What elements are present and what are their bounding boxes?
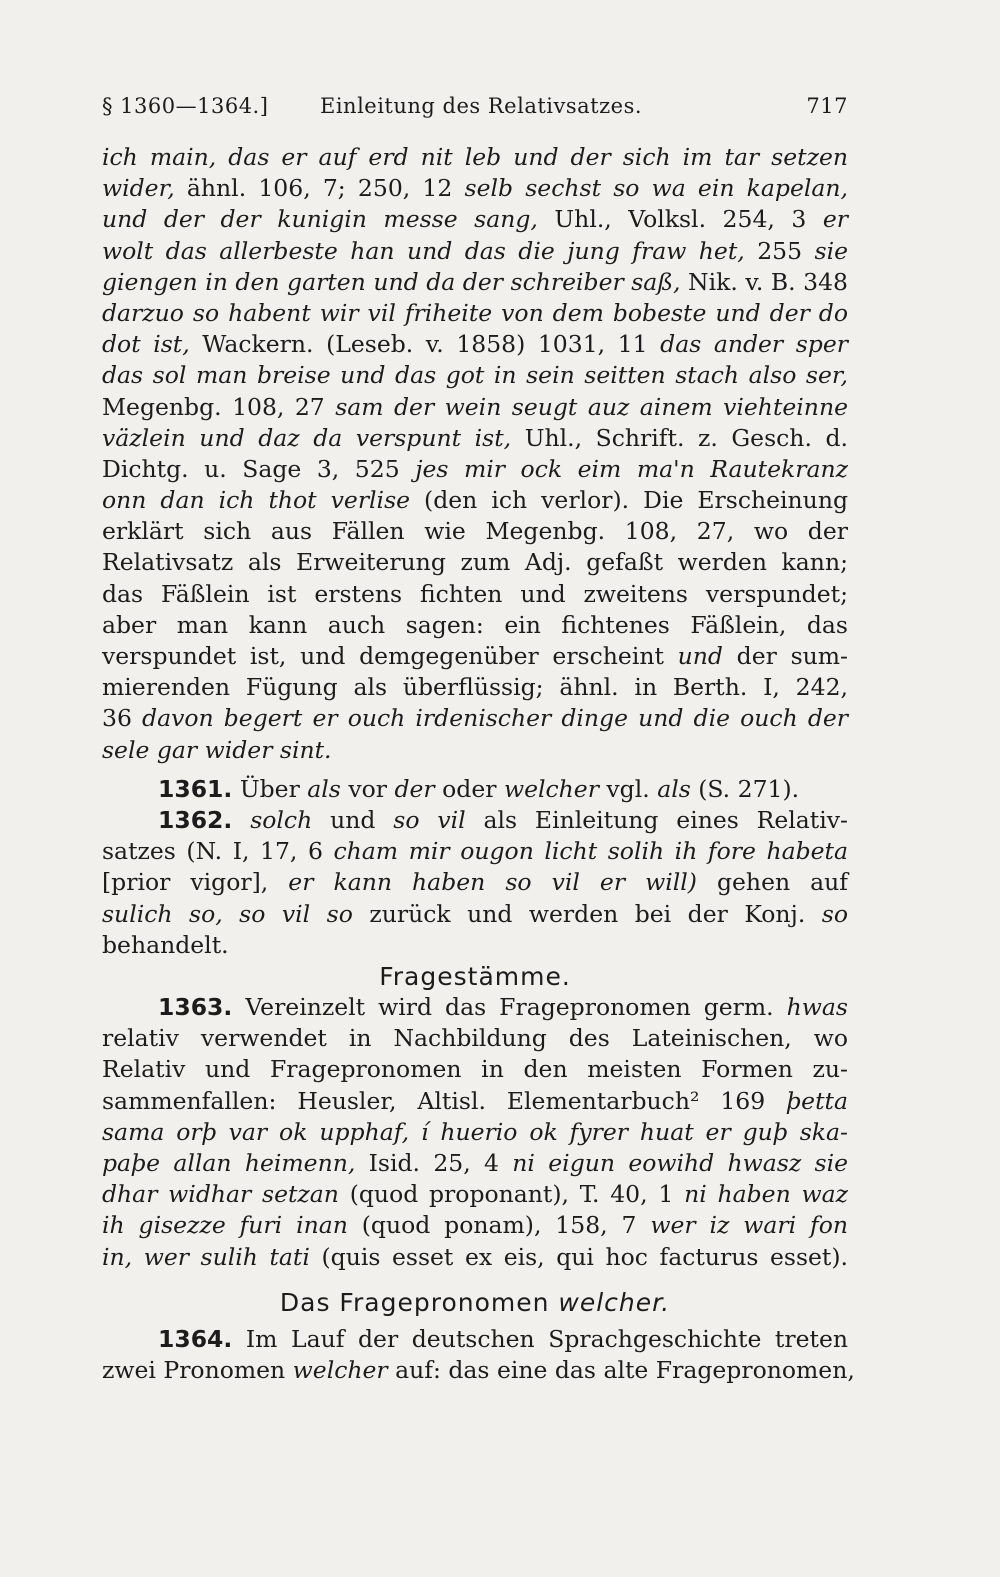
italic-text: er kann haben so vil er will) bbox=[288, 868, 697, 897]
text-run: erklärt sich aus Fällen wie Megenbg. 108, 27, wo der bbox=[102, 517, 848, 546]
text-run: Nik. v. B. 348 bbox=[680, 267, 848, 296]
italic-text: und der der kunigin messe sang, bbox=[102, 205, 538, 234]
text-line bbox=[102, 899, 848, 930]
text-run: [prior vigor], bbox=[102, 868, 289, 897]
text-line bbox=[102, 867, 848, 898]
text-line bbox=[102, 735, 848, 766]
text-run: gehen auf bbox=[696, 868, 848, 897]
text-run: (quod ponam), 158, 7 bbox=[347, 1211, 651, 1240]
text-run: vor bbox=[340, 774, 395, 803]
text-run: mierenden Fügung als überflüssig; ähnl. in Berth. I, 242, bbox=[102, 673, 848, 702]
text-run: Uhl., Volksl. 254, 3 bbox=[537, 205, 823, 234]
header-title: Einleitung des Relativsatzes. bbox=[320, 94, 643, 118]
text-line bbox=[102, 610, 848, 641]
text-line bbox=[102, 360, 848, 391]
text-run: (quod proponant), T. 40, 1 bbox=[338, 1180, 685, 1209]
italic-text: davon begert er ouch irdenischer dinge und die ouch der bbox=[142, 704, 849, 733]
text-line bbox=[102, 1148, 848, 1179]
italic-text: wer iz wari fon bbox=[650, 1211, 848, 1240]
text-line bbox=[102, 672, 848, 703]
text-run: Das Fragepronomen bbox=[279, 1287, 559, 1317]
text-line bbox=[102, 1355, 855, 1386]
section-number: 1362. bbox=[158, 805, 233, 834]
italic-text: dot ist, bbox=[102, 330, 190, 359]
text-run: das Fäßlein ist erstens fichten und zweitens verspundet; bbox=[102, 579, 848, 608]
text-run: (S. 271). bbox=[690, 774, 800, 803]
text-line bbox=[102, 1179, 848, 1210]
text-run bbox=[232, 806, 250, 834]
text-line bbox=[102, 392, 848, 423]
italic-text: jes mir ock eim ma'n Rautekranz bbox=[415, 454, 849, 483]
text-run: 36 bbox=[102, 704, 143, 733]
text-line bbox=[102, 267, 848, 298]
text-line bbox=[102, 1054, 848, 1085]
text-run: zurück und werden bei der Konj. bbox=[352, 899, 822, 928]
italic-text: das sol man breise und das got in sein seitten stach also ser, bbox=[102, 361, 848, 390]
text-run: satzes (N. I, 17, 6 bbox=[102, 837, 334, 866]
text-run: Vereinzelt wird das Fragepronomen germ. bbox=[232, 993, 787, 1022]
italic-text: welcher bbox=[503, 774, 599, 803]
text-run: (den ich verlor). Die Erscheinung bbox=[410, 486, 848, 515]
section-heading bbox=[102, 961, 848, 992]
text-run: behandelt. bbox=[102, 930, 229, 959]
text-run: verspundet ist, und demgegenüber erscheint bbox=[102, 642, 678, 670]
text-line bbox=[102, 1086, 848, 1117]
text-line bbox=[102, 836, 848, 867]
section-number: 1364. bbox=[158, 1324, 233, 1353]
italic-text: welcher bbox=[292, 1356, 388, 1385]
italic-text: paþe allan heimenn, bbox=[102, 1149, 356, 1177]
italic-text: þetta bbox=[786, 1086, 848, 1115]
italic-text: selb sechst so wa ein kapelan, bbox=[464, 174, 848, 203]
text-line bbox=[102, 703, 848, 734]
italic-text: und bbox=[677, 642, 723, 670]
header-section-ref: § 1360—1364.] bbox=[102, 94, 269, 118]
text-run: Wackern. (Leseb. v. 1858) 1031, 11 bbox=[189, 330, 661, 359]
text-run: aber man kann auch sagen: ein fichtenes Fäßlein, das bbox=[102, 610, 848, 639]
text-line bbox=[102, 173, 848, 204]
text-run: Isid. 25, 4 bbox=[355, 1149, 513, 1177]
text-line bbox=[102, 516, 848, 547]
text-line bbox=[102, 774, 848, 805]
italic-text: solch bbox=[250, 805, 313, 834]
text-run: zwei Pronomen bbox=[102, 1356, 293, 1385]
section-number: 1361. bbox=[158, 774, 233, 803]
text-run: 255 bbox=[744, 236, 815, 265]
running-header bbox=[102, 94, 848, 124]
italic-text: hwas bbox=[786, 993, 848, 1022]
italic-text: giengen in den garten und da der schreiber saß, bbox=[102, 267, 681, 296]
text-run: Relativsatz als Erweiterung zum Adj. gefaßt werden kann; bbox=[102, 548, 848, 577]
text-run: relativ verwendet in Nachbildung des Lateinischen, wo bbox=[102, 1024, 848, 1053]
text-run: Fragestämme. bbox=[379, 961, 571, 991]
text-line bbox=[102, 142, 848, 173]
text-line bbox=[102, 1242, 848, 1273]
italic-text: ni eigun eowihd hwasz sie bbox=[512, 1149, 849, 1177]
italic-text: sele gar wider sint. bbox=[102, 735, 332, 764]
text-run: vgl. bbox=[598, 774, 658, 803]
italic-text: onn dan ich thot verlise bbox=[102, 486, 411, 515]
italic-text: als bbox=[307, 774, 341, 803]
italic-text: welcher. bbox=[558, 1287, 671, 1317]
text-run: Über bbox=[232, 774, 308, 803]
italic-text: sulich so, so vil so bbox=[102, 899, 353, 928]
text-run: Uhl., Schrift. z. Gesch. d. bbox=[511, 423, 848, 452]
italic-text: so bbox=[821, 899, 848, 928]
italic-text: cham mir ougon licht solih ih fore habeta bbox=[333, 837, 848, 866]
text-run: Relativ und Fragepronomen in den meisten Formen zu- bbox=[102, 1055, 848, 1084]
text-run: Im Lauf der deutschen Sprachgeschichte treten bbox=[232, 1324, 848, 1353]
text-line bbox=[102, 641, 848, 672]
italic-text: sam der wein seugt auz ainem viehteinne bbox=[335, 392, 848, 421]
text-run: der sum- bbox=[722, 642, 848, 670]
text-line bbox=[102, 1117, 848, 1148]
italic-text: darzuo so habent wir vil friheite von dem bobeste und der do bbox=[102, 298, 848, 327]
italic-text: der bbox=[394, 774, 435, 803]
text-run: auf: das eine das alte Fragepronomen, bbox=[387, 1356, 855, 1385]
text-line bbox=[102, 547, 848, 578]
italic-text: ich main, das er auf erd nit leb und der sich im tar setzen bbox=[102, 143, 848, 171]
text-line bbox=[102, 1210, 848, 1241]
italic-text: als bbox=[657, 774, 691, 803]
text-line bbox=[102, 329, 848, 360]
italic-text: ih gisezze furi inan bbox=[102, 1211, 348, 1240]
italic-text: so vil bbox=[393, 805, 466, 834]
body-text bbox=[102, 142, 855, 1386]
text-line bbox=[102, 236, 848, 267]
text-line bbox=[102, 485, 848, 516]
text-run: und bbox=[312, 805, 394, 834]
text-run: als Einleitung eines Relativ- bbox=[465, 805, 848, 834]
text-line bbox=[102, 423, 848, 454]
italic-text: sama orþ var ok upphaf, í huerio ok fyrer huat er guþ ska- bbox=[102, 1117, 848, 1146]
section-heading bbox=[102, 1287, 848, 1318]
text-line bbox=[102, 454, 848, 485]
italic-text: väzlein und daz da verspunt ist, bbox=[102, 423, 512, 452]
text-run: (quis esset ex eis, qui hoc facturus esset). bbox=[309, 1242, 848, 1271]
text-line bbox=[102, 298, 848, 329]
text-run: ähnl. 106, 7; 250, 12 bbox=[174, 174, 465, 203]
italic-text: ni haben waz bbox=[684, 1180, 848, 1209]
text-line bbox=[102, 992, 848, 1023]
italic-text: er bbox=[822, 205, 848, 234]
text-run: sammenfallen: Heusler, Altisl. Elementarbuch² 169 bbox=[102, 1086, 787, 1115]
text-run: Megenbg. 108, 27 bbox=[102, 392, 336, 421]
text-run: Dichtg. u. Sage 3, 525 bbox=[102, 454, 416, 483]
text-run: oder bbox=[434, 774, 504, 803]
text-line bbox=[102, 930, 848, 961]
section-number: 1363. bbox=[158, 993, 233, 1022]
text-line bbox=[102, 1324, 848, 1355]
text-line bbox=[102, 1023, 848, 1054]
italic-text: wider, bbox=[102, 174, 175, 203]
italic-text: das ander sper bbox=[660, 330, 848, 359]
italic-text: dhar widhar setzan bbox=[102, 1180, 339, 1209]
italic-text: wolt das allerbeste han und das die jung fraw het, bbox=[102, 236, 745, 265]
text-line bbox=[102, 204, 848, 235]
text-line bbox=[102, 805, 848, 836]
paragraph-gap bbox=[102, 766, 848, 774]
text-line bbox=[102, 579, 848, 610]
page-number: 717 bbox=[806, 94, 848, 118]
italic-text: in, wer sulih tati bbox=[102, 1242, 310, 1271]
italic-text: sie bbox=[814, 236, 848, 265]
